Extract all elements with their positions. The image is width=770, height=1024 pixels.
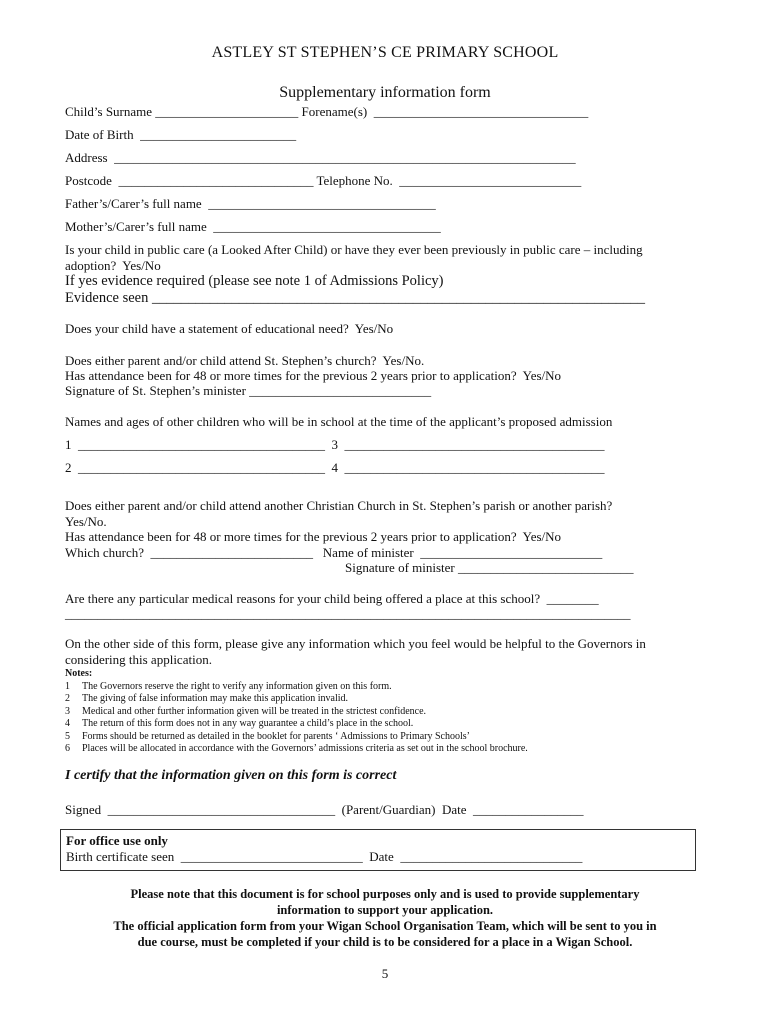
date-of-birth-field[interactable]: Date of Birth ________________________: [65, 127, 297, 142]
note-item: [65, 731, 470, 743]
note-item: [65, 743, 528, 755]
st-stephens-attendance-question[interactable]: Has attendance been for 48 or more times for the previous 2 years prior to application? Yes/No: [65, 368, 562, 383]
public-care-question: Is your child in public care (a Looked After Child) or have they ever been previously in public care – including: [65, 242, 643, 257]
other-children-row-2[interactable]: 2 ______________________________________ 4 ________________________________________: [65, 460, 605, 475]
certify-statement: I certify that the information given on this form is correct: [65, 768, 397, 783]
other-side-instruction-cont: considering this application.: [65, 652, 212, 667]
note-text: Medical and other further information given will be treated in the strictest confidence.: [82, 705, 427, 717]
other-church-question: Does either parent and/or child attend another Christian Church in St. Stephen’s parish or another parish?: [65, 498, 613, 513]
st-stephens-minister-signature-field[interactable]: Signature of St. Stephen’s minister ____________________________: [65, 383, 432, 398]
footer-line: The official application form from your Wigan School Organisation Team, which will be sent to you in: [113, 919, 657, 933]
father-carer-name-field[interactable]: Father’s/Carer’s full name ___________________________________: [65, 196, 436, 211]
note-item: [65, 718, 413, 730]
note-item: [65, 693, 348, 705]
surname-forename-field[interactable]: Child’s Surname ______________________ Forename(s) _________________________________: [65, 104, 589, 119]
note-number: 5: [65, 730, 70, 742]
other-children-question: Names and ages of other children who will be in school at the time of the applicant’s proposed admission: [65, 414, 613, 429]
evidence-required-text: If yes evidence required (please see note 1 of Admissions Policy): [65, 273, 444, 289]
which-church-field[interactable]: Which church? _________________________ Name of minister ____________________________: [65, 545, 603, 560]
address-field[interactable]: Address _______________________________________________________________________: [65, 150, 576, 165]
note-text: Forms should be returned as detailed in the booklet for parents ‘ Admissions to Primary Schools’: [82, 730, 470, 742]
footer-line: Please note that this document is for school purposes only and is used to provide supplementary: [130, 887, 640, 901]
medical-reasons-answer-line[interactable]: _______________________________________________________________________________________: [65, 606, 631, 621]
note-text: The return of this form does not in any way guarantee a child’s place in the school.: [82, 718, 414, 730]
note-text: The giving of false information may make this application invalid.: [82, 693, 349, 705]
note-text: Places will be allocated in accordance with the Governors’ admissions criteria as set out in the school brochure.: [82, 743, 528, 754]
footer-line: information to support your application.: [276, 903, 494, 917]
note-item: [65, 706, 426, 718]
office-use-box: [60, 829, 696, 871]
note-number: 2: [65, 693, 70, 705]
note-number: 4: [65, 718, 70, 730]
note-item: [65, 681, 392, 693]
educational-need-question[interactable]: Does your child have a statement of educational need? Yes/No: [65, 321, 394, 336]
st-stephens-attend-question[interactable]: Does either parent and/or child attend St. Stephen’s church? Yes/No.: [65, 353, 425, 368]
other-children-row-1[interactable]: 1 ______________________________________ 3 ________________________________________: [65, 437, 605, 452]
page-number: 5: [381, 966, 389, 981]
birth-certificate-seen-field[interactable]: Birth certificate seen ____________________________ Date ____________________________: [66, 849, 583, 864]
postcode-telephone-field[interactable]: Postcode ______________________________ Telephone No. ____________________________: [65, 173, 582, 188]
other-church-question-cont[interactable]: Yes/No.: [65, 514, 107, 529]
signed-date-field[interactable]: Signed ___________________________________ (Parent/Guardian) Date _________________: [65, 802, 584, 817]
note-text: The Governors reserve the right to verify any information given on this form.: [82, 681, 392, 692]
minister-signature-field[interactable]: Signature of minister ___________________________: [345, 560, 634, 575]
notes-heading: Notes:: [65, 668, 93, 679]
evidence-seen-field[interactable]: Evidence seen ____________________________________________________________________: [65, 290, 645, 306]
note-number: 6: [65, 743, 70, 754]
footer-notice: [60, 886, 710, 950]
form-title: Supplementary information form: [279, 84, 491, 101]
footer-line: due course, must be completed if your child is to be considered for a place in a Wigan School.: [137, 935, 633, 949]
note-number: 1: [65, 681, 70, 692]
public-care-question-cont[interactable]: adoption? Yes/No: [65, 258, 161, 273]
note-number: 3: [65, 705, 70, 717]
office-use-heading: For office use only: [66, 833, 168, 848]
mother-carer-name-field[interactable]: Mother’s/Carer’s full name ___________________________________: [65, 219, 441, 234]
school-name: ASTLEY ST STEPHEN’S CE PRIMARY SCHOOL: [211, 44, 559, 61]
other-church-attendance-question[interactable]: Has attendance been for 48 or more times for the previous 2 years prior to application? Yes/No: [65, 529, 562, 544]
other-side-instruction: On the other side of this form, please give any information which you feel would be helpful to the Governors in: [65, 636, 646, 651]
medical-reasons-question[interactable]: Are there any particular medical reasons for your child being offered a place at this school? ________: [65, 591, 599, 606]
